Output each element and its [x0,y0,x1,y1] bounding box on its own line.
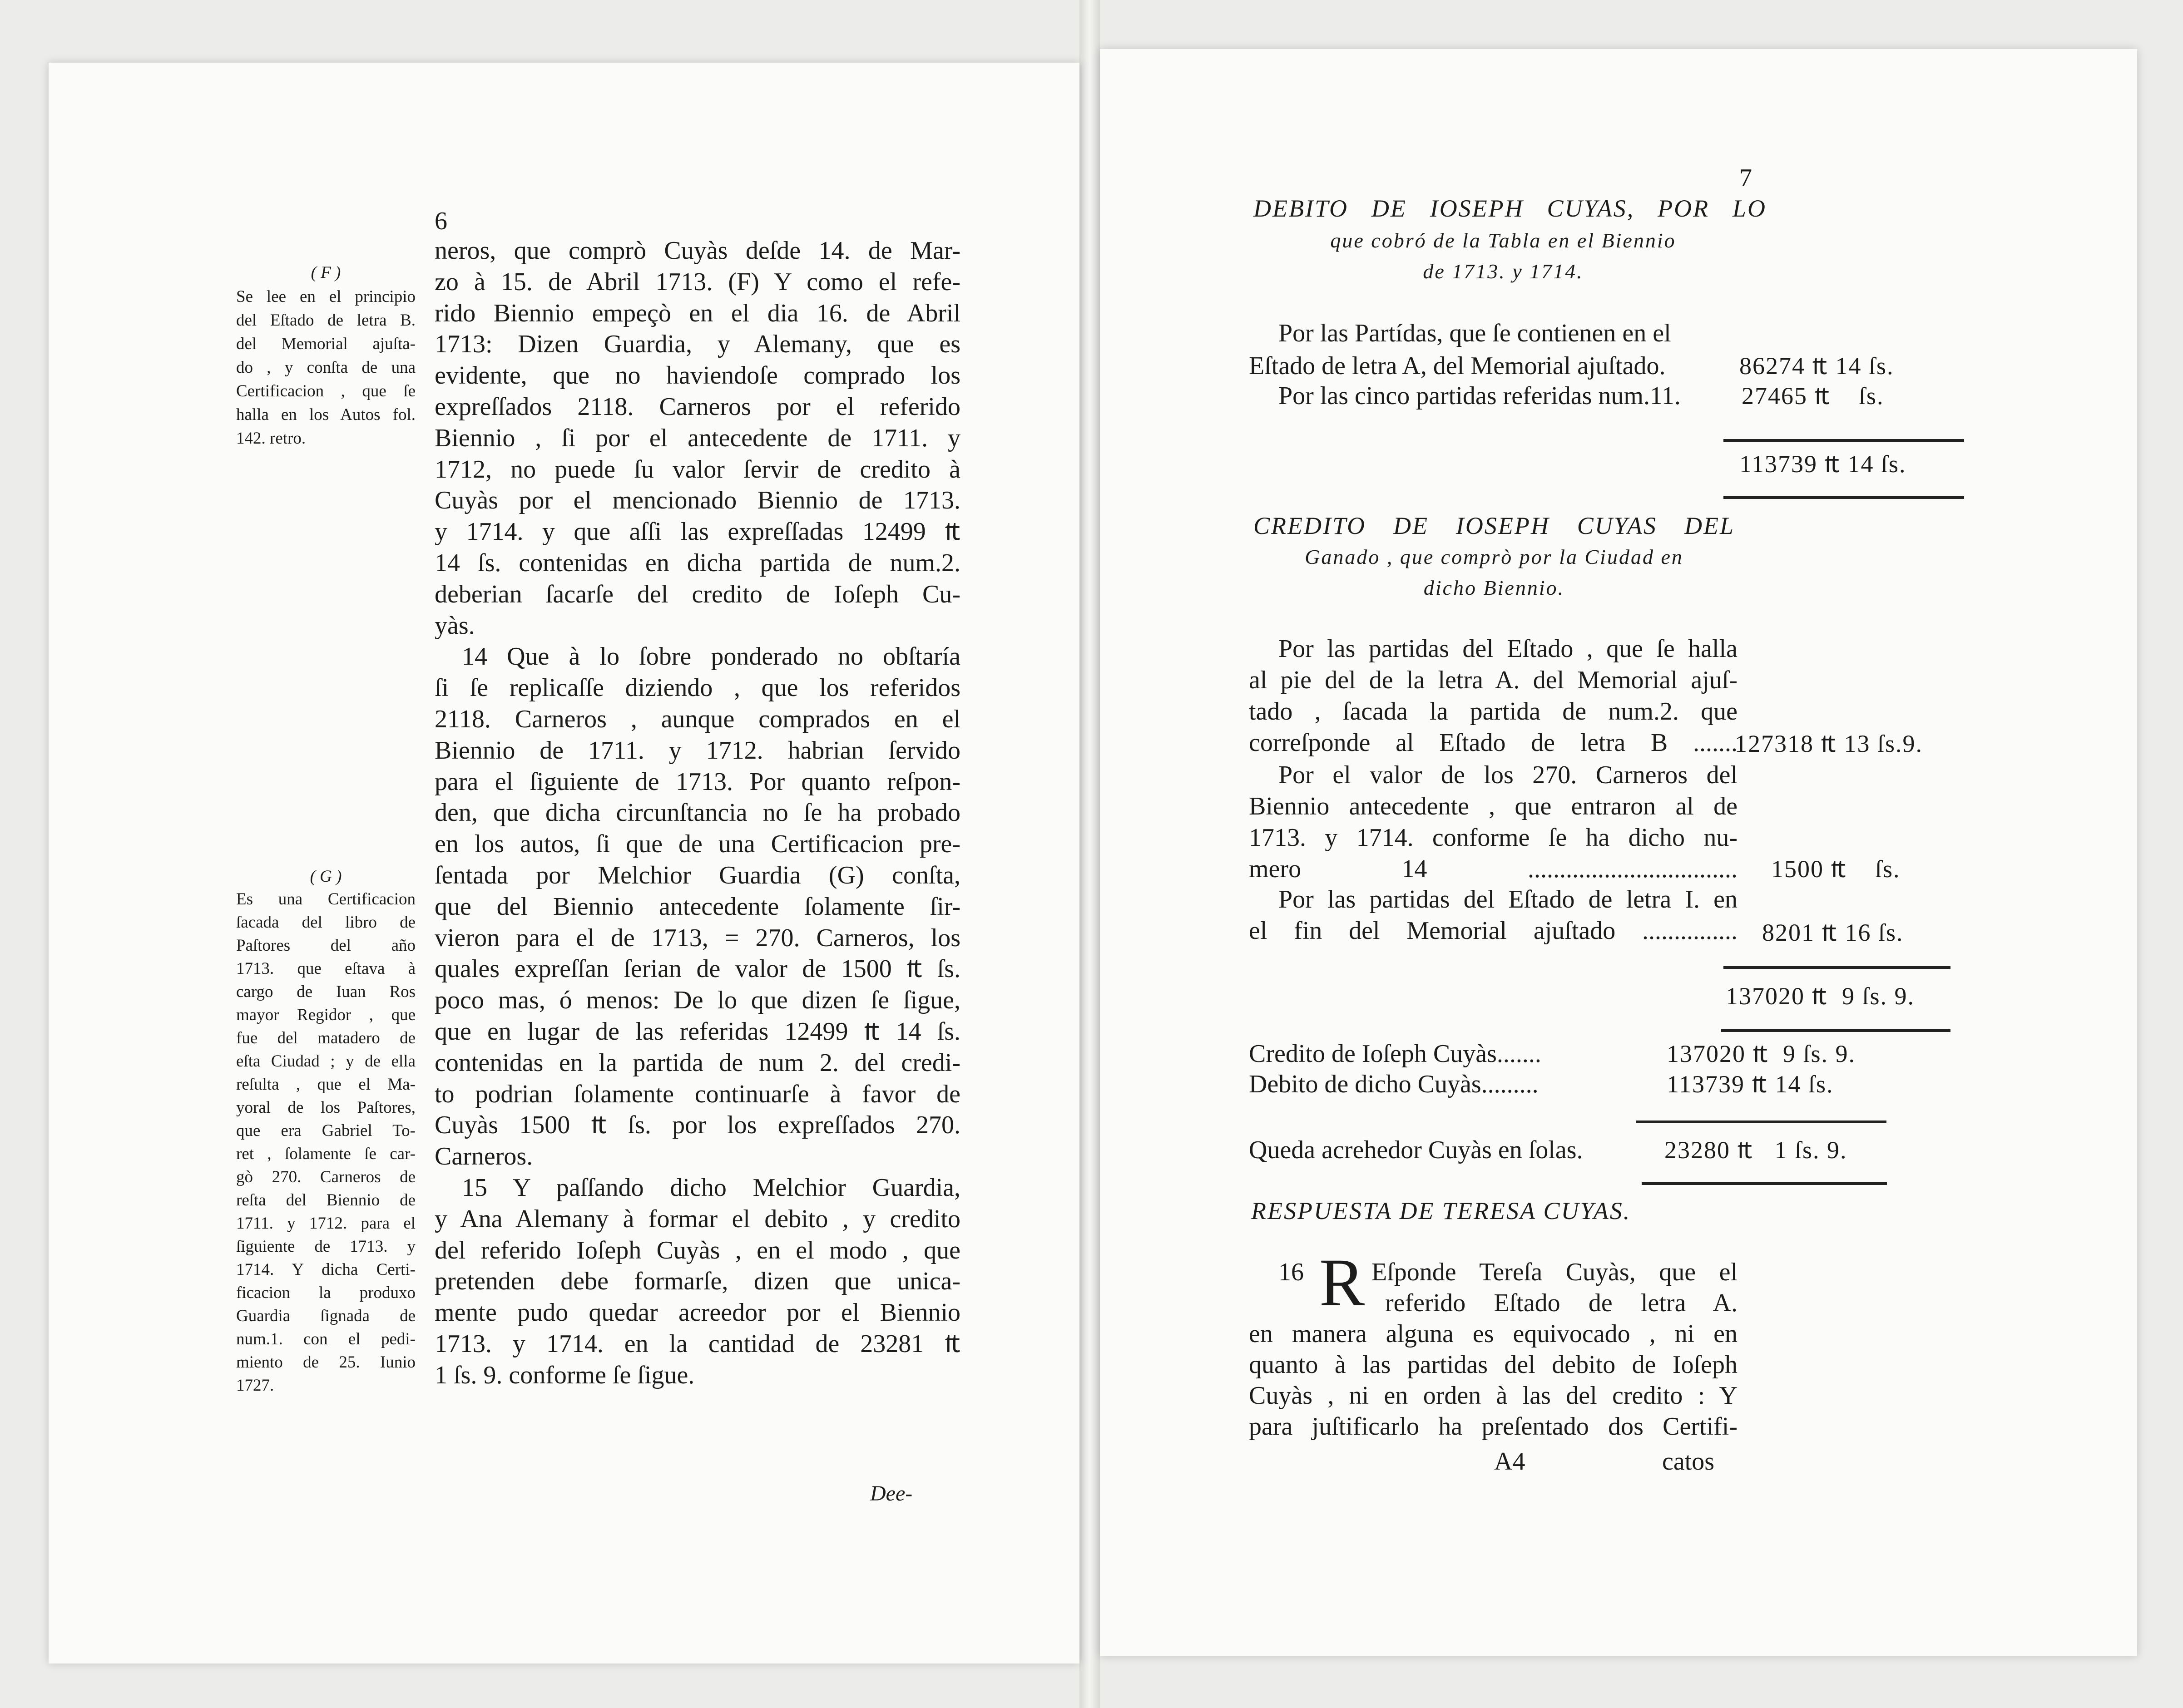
margin-note-f-marker: ( F ) [311,263,341,282]
sum-rule [1642,1182,1887,1185]
drop-cap: R [1319,1245,1365,1320]
body-text-line: Cuyàs por el mencionado Biennio de 1713. [435,486,960,515]
body-text-line: 1712, no puede ſu valor ſervir de credito à [435,455,960,484]
body-text-line: Eſponde Tereſa Cuyàs, que el [1371,1258,1737,1286]
entry-line: correſponde al Eſtado de letra B ....... [1249,729,1737,757]
body-text-line: que en lugar de las referidas 12499 ₶ 14 ſs. [435,1017,960,1046]
credito-heading-line: dicho Biennio. [1423,576,1565,599]
body-text-line: quales expreſſan ſerian de valor de 1500 ₶ ſs. [435,955,960,983]
margin-note-g-line: miento de 25. Iunio [236,1353,416,1372]
body-text-line: to podrian ſolamente continuarſe à favor de [435,1080,960,1108]
body-text-line: quanto à las partidas del debito de Ioſeph [1249,1351,1737,1379]
credito-heading-line: Ganado , que comprò por la Ciudad en [1305,545,1683,568]
body-text-line: Cuyàs 1500 ₶ ſs. por los expreſſados 270. [435,1111,960,1140]
margin-note-f-line: 142. retro. [236,429,306,448]
entry-line: tado , ſacada la partida de num.2. que [1249,697,1737,726]
body-text-line: den, que dicha circunſtancia no ſe ha probado [435,799,960,827]
body-text-line: 1713. y 1714. en la cantidad de 23281 ₶ [435,1330,960,1358]
body-text-line: rido Biennio empeçò en el dia 16. de Abril [435,299,960,327]
entry-amount: 86274 ₶ 14 ſs. [1739,352,1894,380]
entry-line: Por las cinco partidas referidas num.11. [1278,382,1681,410]
entry-amount: 127318 ₶ 13 ſs.9. [1735,730,1923,757]
debito-heading-line: de 1713. y 1714. [1423,260,1584,283]
margin-note-g-line: reſulta , que el Ma- [236,1075,416,1094]
margin-note-g-line: ficacion la produxo [236,1283,416,1302]
body-text-line: pretenden debe formarſe, dizen que unica- [435,1267,960,1296]
entry-amount: 8201 ₶ 16 ſs. [1762,919,1904,946]
body-text-line: poco mas, ó menos: De lo que dizen ſe ſigue, [435,986,960,1015]
body-text-line: mente pudo quedar acreedor por el Biennio [435,1298,960,1327]
book-gutter [1079,0,1100,1708]
margin-note-f-line: do , y conſta de una [236,358,416,377]
balance-label: Queda acrehedor Cuyàs en ſolas. [1249,1136,1583,1164]
sum-rule [1723,966,1950,969]
margin-note-g-marker: ( G ) [310,867,342,886]
body-text-line: 2118. Carneros , aunque comprados en el [435,705,960,733]
summary-label: Credito de Ioſeph Cuyàs....... [1249,1040,1541,1068]
sum-rule [1723,439,1964,442]
body-text-line: en manera alguna es equivocado , ni en [1249,1320,1737,1348]
body-text-line: 1713: Dizen Guardia, y Alemany, que es [435,330,960,359]
sum-rule [1723,496,1964,499]
margin-note-g-line: yoral de los Paſtores, [236,1098,416,1117]
body-text-line: neros, que comprò Cuyàs deſde 14. de Mar- [435,237,960,265]
margin-note-g-line: cargo de Iuan Ros [236,982,416,1001]
margin-note-f-line: Certificacion , que ſe [236,382,416,400]
margin-note-g-line: gò 270. Carneros de [236,1168,416,1186]
debito-heading-line: que cobró de la Tabla en el Biennio [1330,229,1676,252]
entry-line: Por las Partídas, que ſe contienen en el [1278,319,1671,347]
catchword: catos [1662,1447,1715,1476]
body-text-line: ſentada por Melchior Guardia (G) conſta, [435,861,960,889]
body-text-line: y 1714. y que aſſi las expreſſadas 12499 ₶ [435,518,960,546]
entry-line: Por las partidas del Eſtado de letra I. en [1278,885,1737,913]
sum-rule [1721,1029,1950,1032]
margin-note-g-line: ſacada del libro de [236,913,416,932]
entry-amount: 1500 ₶ ſs. [1771,855,1901,883]
body-text-line: para el ſiguiente de 1713. Por quanto reſpon- [435,767,960,796]
page-number: 6 [435,207,447,235]
credito-total: 137020 ₶ 9 ſs. 9. [1726,982,1915,1010]
body-text-line: Carneros. [435,1142,533,1171]
body-text-line: del referido Ioſeph Cuyàs , en el modo , que [435,1236,960,1264]
body-text-line: contenidas en la partida de num 2. del credi- [435,1048,960,1077]
margin-note-f-line: del Memorial ajuſta- [236,335,416,353]
page-number: 7 [1739,164,1752,192]
margin-note-g-line: num.1. con el pedi- [236,1330,416,1348]
body-text-line: 14 Que à lo ſobre ponderado no obſtaría [462,642,960,671]
body-text-line: que del Biennio antecedente ſolamente ſir- [435,892,960,921]
margin-note-g-line: 1714. Y dicha Certi- [236,1260,416,1279]
summary-amount: 137020 ₶ 9 ſs. 9. [1667,1040,1856,1067]
margin-note-g-line: 1713. que eſtava à [236,959,416,978]
margin-note-g-line: ſiguiente de 1713. y [236,1237,416,1256]
margin-note-g-line: que era Gabriel To- [236,1121,416,1140]
entry-line: Por las partidas del Eſtado , que ſe halla [1278,635,1737,663]
entry-line: Por el valor de los 270. Carneros del [1278,761,1737,789]
margin-note-g-line: Es una Certificacion [236,890,416,908]
respuesta-heading: RESPUESTA DE TERESA CUYAS. [1251,1197,1631,1224]
margin-note-g-line: mayor Regidor , que [236,1006,416,1024]
margin-note-g-line: 1727. [236,1376,274,1395]
entry-line: mero 14 ................................. [1249,855,1737,883]
margin-note-f-line: halla en los Autos fol. [236,405,416,424]
body-text-line: vieron para el de 1713, = 270. Carneros, los [435,923,960,952]
margin-note-g-line: 1711. y 1712. para el [236,1214,416,1233]
margin-note-f-line: Se lee en el principio [236,287,416,306]
body-text-line: y Ana Alemany à formar el debito , y credito [435,1204,960,1233]
body-text-line: Biennio de 1711. y 1712. habrian ſervido [435,736,960,765]
margin-note-f-line: del Eſtado de letra B. [236,311,416,330]
paragraph-number: 16 [1278,1258,1304,1286]
body-text-line: referido Eſtado de letra A. [1385,1289,1737,1317]
entry-line: 1713. y 1714. conforme ſe ha dicho nu- [1249,824,1737,852]
summary-amount: 113739 ₶ 14 ſs. [1667,1071,1834,1098]
entry-line: el fin del Memorial ajuſtado ............... [1249,917,1737,945]
debito-total: 113739 ₶ 14 ſs. [1739,450,1906,478]
sum-rule [1636,1121,1886,1123]
credito-heading-line: CREDITO DE IOSEPH CUYAS DEL [1253,512,1735,539]
signature-mark: A4 [1494,1447,1525,1476]
margin-note-g-line: Paſtores del año [236,936,416,955]
entry-line: al pie del de la letra A. del Memorial ajuſ- [1249,666,1737,694]
body-text-line: 1 ſs. 9. conforme ſe ſigue. [435,1361,695,1389]
body-text-line: ſi ſe replicaſſe diziendo , que los referidos [435,674,960,702]
entry-line: Eſtado de letra A, del Memorial ajuſtado. [1249,352,1666,380]
body-text-line: deberian ſacarſe del credito de Ioſeph Cu- [435,580,960,608]
body-text-line: zo à 15. de Abril 1713. (F) Y como el refe- [435,267,960,296]
body-text-line: expreſſados 2118. Carneros por el referido [435,393,960,421]
margin-note-g-line: fue del matadero de [236,1029,416,1047]
body-text-line: evidente, que no haviendoſe comprado los [435,361,960,390]
body-text-line: para juſtificarlo ha preſentado dos Certifi- [1249,1412,1737,1441]
margin-note-g-line: eſta Ciudad ; y de ella [236,1052,416,1071]
entry-amount: 27465 ₶ ſs. [1742,382,1884,410]
entry-line: Biennio antecedente , que entraron al de [1249,792,1737,820]
body-text-line: en los autos, ſi que de una Certificacion pre- [435,830,960,859]
body-text-line: Cuyàs , ni en orden à las del credito : Y [1249,1382,1737,1410]
catchword: Dee- [870,1481,913,1506]
body-text-line: 14 ſs. contenidas en dicha partida de num.2. [435,549,960,577]
balance-amount: 23280 ₶ 1 ſs. 9. [1664,1136,1847,1164]
margin-note-g-line: Guardia ſignada de [236,1307,416,1325]
margin-note-g-line: ret , ſolamente ſe car- [236,1145,416,1163]
margin-note-g-line: reſta del Biennio de [236,1191,416,1209]
summary-label: Debito de dicho Cuyàs......... [1249,1070,1539,1098]
body-text-line: Biennio , ſi por el antecedente de 1711. y [435,424,960,452]
body-text-line: 15 Y paſſando dicho Melchior Guardia, [462,1174,960,1202]
debito-heading-line: DEBITO DE IOSEPH CUYAS, POR LO [1253,195,1767,222]
body-text-line: yàs. [435,611,475,640]
